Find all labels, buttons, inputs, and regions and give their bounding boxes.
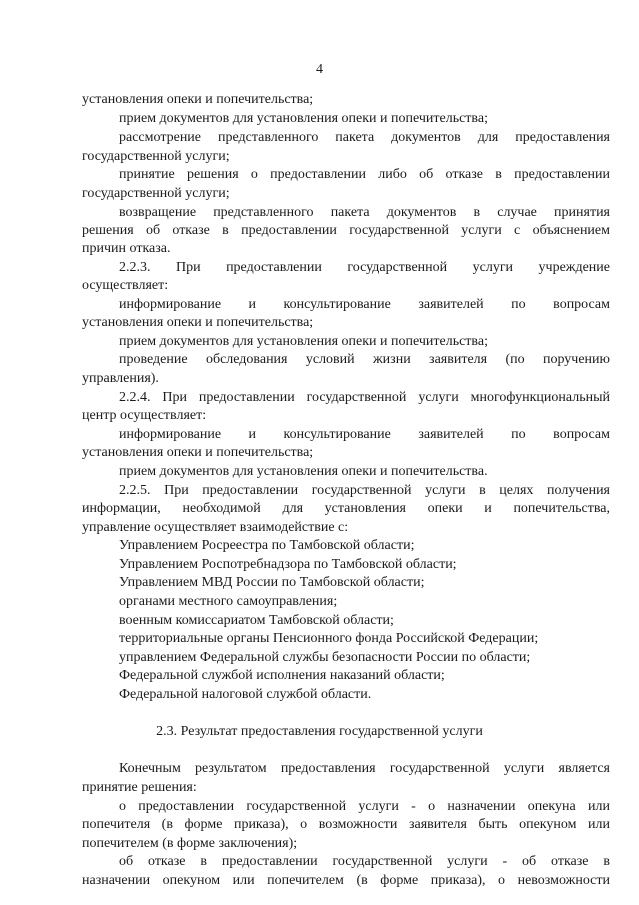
text-line: принятие решения о предоставлении либо об отказе в предоставлении <box>119 167 610 182</box>
text-line: об отказе в предоставлении государственной услуги - об отказе в <box>119 854 610 869</box>
text-line: прием документов для установления опеки и попечительства; <box>119 111 488 126</box>
text-line: прием документов для установления опеки и попечительства; <box>119 334 488 349</box>
page-number: 4 <box>316 62 323 77</box>
text-line: информирование и консультирование заявителей по вопросам <box>119 297 610 312</box>
section-line: 2.2.4. При предоставлении государственной услуги многофункциональный <box>119 390 610 405</box>
section-line: 2.2.5. При предоставлении государственной услуги в целях получения <box>119 483 610 498</box>
list-item: Управлением МВД России по Тамбовской области; <box>119 575 425 590</box>
text-line: решения об отказе в предоставлении государственной услуги с объяснением <box>82 223 610 238</box>
text-line: центр осуществляет: <box>82 408 207 423</box>
list-item: военным комиссариатом Тамбовской области; <box>119 613 394 628</box>
text-line: управление осуществляет взаимодействие с: <box>82 520 349 535</box>
text-line: причин отказа. <box>82 241 171 256</box>
list-item: территориальные органы Пенсионного фонда Российской Федерации; <box>119 631 539 646</box>
list-item: Федеральной налоговой службой области. <box>119 687 372 702</box>
text-line: осуществляет: <box>82 278 169 293</box>
text-line: информирование и консультирование заявителей по вопросам <box>119 427 610 442</box>
text-line: государственной услуги; <box>82 149 230 164</box>
section-line: 2.2.3. При предоставлении государственной услуги учреждение <box>119 260 610 275</box>
text-line: установления опеки и попечительства; <box>82 445 314 460</box>
list-item: Управлением Росреестра по Тамбовской области; <box>119 538 415 553</box>
text-line: государственной услуги; <box>82 186 230 201</box>
text-line: попечителя (в форме приказа), о возможности заявителя быть опекуном или <box>82 817 610 832</box>
text-line: принятие решения: <box>82 780 197 795</box>
list-item: управлением Федеральной службы безопасности России по области; <box>119 650 531 665</box>
text-line: попечителем (в форме заключения); <box>82 836 298 851</box>
text-line: установления опеки и попечительства; <box>82 315 314 330</box>
text-line: возвращение представленного пакета документов в случае принятия <box>119 205 610 220</box>
text-line: проведение обследования условий жизни заявителя (по поручению <box>119 352 610 367</box>
text-line: назначении опекуном или попечителем (в форме приказа), о невозможности <box>82 873 610 888</box>
list-item: Управлением Роспотребнадзора по Тамбовской области; <box>119 557 457 572</box>
text-line: управления). <box>82 371 159 386</box>
text-line: рассмотрение представленного пакета документов для предоставления <box>119 130 610 145</box>
list-item: органами местного самоуправления; <box>119 594 338 609</box>
text-line: о предоставлении государственной услуги - о назначении опекуна или <box>119 799 610 814</box>
section-heading: 2.3. Результат предоставления государственной услуги <box>156 724 483 739</box>
list-item: Федеральной службой исполнения наказаний области; <box>119 668 445 683</box>
text-line: прием документов для установления опеки и попечительства. <box>119 464 488 479</box>
text-line: Конечным результатом предоставления государственной услуги является <box>119 761 610 776</box>
text-line: установления опеки и попечительства; <box>82 92 314 107</box>
text-line: информации, необходимой для установления опеки и попечительства, <box>82 501 610 516</box>
